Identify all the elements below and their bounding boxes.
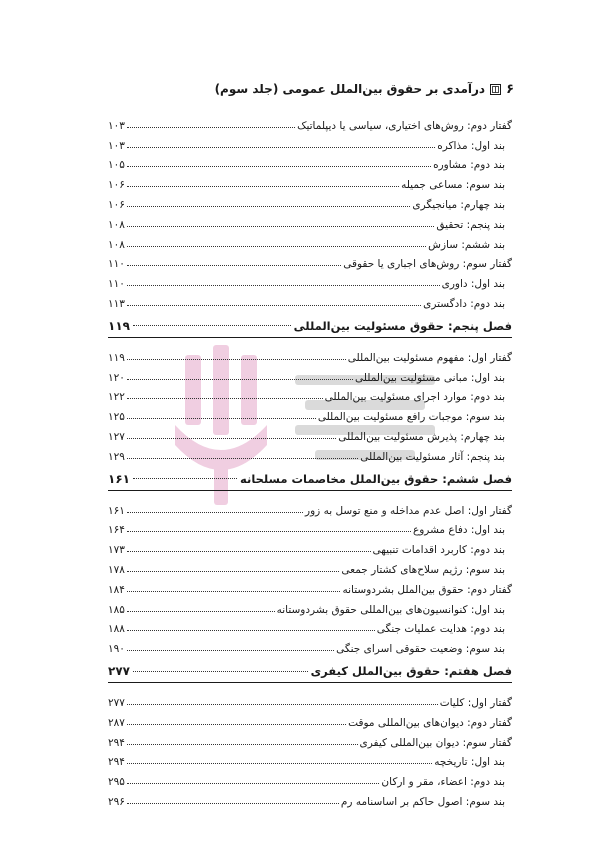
toc-section-row	[108, 689, 512, 709]
toc-entry-title: بند سوم: مساعی جمیله	[401, 179, 505, 192]
toc-entry-page: ۲۹۴	[108, 756, 125, 769]
dot-leader	[127, 803, 339, 804]
toc-entry-title: گفتار دوم: روش‌های اختیاری، سیاسی یا دیپلماتیک	[297, 119, 512, 132]
toc-subsection-row	[108, 364, 512, 384]
toc-entry-title: بند سوم: رژیم سلاح‌های کشتار جمعی	[341, 563, 505, 576]
dot-leader	[133, 325, 291, 326]
toc-entry-title: بند پنجم: آثار مسئولیت بین‌المللی	[360, 450, 505, 463]
dot-leader	[127, 246, 426, 247]
toc-entry-title: بند دوم: موارد اجرای مسئولیت بین‌المللی	[324, 391, 505, 404]
toc-section-row	[108, 576, 512, 596]
toc-entry-page: ۲۸۷	[108, 716, 125, 729]
toc-entry-title: بند چهارم: پذیرش مسئولیت بین‌المللی	[338, 430, 505, 443]
book-title: درآمدی بر حقوق بین‌الملل عمومی (جلد سوم)	[214, 82, 486, 96]
toc-entry-page: ۲۹۴	[108, 736, 125, 749]
page-header	[86, 78, 514, 100]
toc-entry-title: بند اول: کنوانسیون‌های بین‌المللی حقوق بشردوستانه	[276, 603, 505, 616]
toc-entry-title: بند سوم: اصول حاکم بر اساسنامه رم	[340, 795, 505, 808]
toc-entry-page: ۱۲۹	[108, 450, 125, 463]
chapter-page: ۱۱۹	[108, 318, 130, 333]
chapter-title: فصل ششم: حقوق بین‌الملل مخاصمات مسلحانه	[240, 471, 512, 486]
dot-leader	[127, 127, 295, 128]
dot-leader	[127, 551, 371, 552]
dot-leader	[127, 418, 316, 419]
dot-leader	[127, 611, 275, 612]
toc-subsection-row	[108, 231, 512, 251]
toc-entry-page: ۱۲۰	[108, 371, 125, 384]
toc-subsection-row	[108, 443, 512, 463]
toc-entry-title: بند اول: دفاع مشروع	[412, 524, 505, 537]
toc-entry-page: ۱۱۳	[108, 297, 125, 310]
toc-entry-title: گفتار اول: اصل عدم مداخله و منع توسل به زور	[305, 504, 512, 517]
toc-entry-page: ۱۱۹	[108, 351, 125, 364]
toc-entry-title: بند دوم: دادگستری	[423, 297, 505, 310]
chapter-title: فصل هفتم: حقوق بین‌الملل کیفری	[310, 664, 512, 679]
toc-chapter-heading	[108, 660, 512, 683]
dot-leader	[127, 650, 334, 651]
toc-entry-title: بند اول: مبانی مسئولیت بین‌المللی	[354, 371, 505, 384]
toc-subsection-row	[108, 132, 512, 152]
dot-leader	[127, 285, 440, 286]
toc-subsection-row	[108, 768, 512, 788]
toc-entry-title: بند ششم: سازش	[428, 238, 505, 251]
dot-leader	[127, 438, 336, 439]
dot-leader	[127, 359, 346, 360]
page-number: ۶	[506, 81, 514, 97]
toc-entry-page: ۱۶۴	[108, 524, 125, 537]
toc-entry-page: ۲۹۶	[108, 795, 125, 808]
book-icon	[490, 84, 501, 95]
toc-entry-title: گفتار اول: کلیات	[439, 696, 512, 709]
toc-subsection-row	[108, 423, 512, 443]
toc-entry-title: بند پنجم: تحقیق	[436, 218, 505, 231]
toc-entry-page: ۱۰۶	[108, 198, 125, 211]
chapter-title: فصل پنجم: حقوق مسئولیت بین‌المللی	[293, 318, 512, 333]
toc-entry-title: گفتار سوم: روش‌های اجباری یا حقوقی	[343, 258, 512, 271]
toc-entry-page: ۲۷۷	[108, 696, 125, 709]
dot-leader	[127, 147, 435, 148]
toc-entry-page: ۱۱۰	[108, 278, 125, 291]
dot-leader	[127, 458, 358, 459]
toc-entry-page: ۱۰۸	[108, 218, 125, 231]
dot-leader	[133, 478, 237, 479]
toc-entry-page: ۱۰۳	[108, 119, 125, 132]
toc-subsection-row	[108, 384, 512, 404]
table-of-contents	[108, 112, 512, 808]
toc-subsection-row	[108, 749, 512, 769]
toc-entry-title: بند سوم: موجبات رافع مسئولیت بین‌المللی	[317, 411, 505, 424]
toc-entry-page: ۱۷۳	[108, 544, 125, 557]
dot-leader	[127, 305, 421, 306]
dot-leader	[127, 744, 358, 745]
toc-subsection-row	[108, 536, 512, 556]
toc-subsection-row	[108, 152, 512, 172]
dot-leader	[127, 531, 411, 532]
dot-leader	[127, 630, 375, 631]
dot-leader	[127, 166, 431, 167]
toc-section-row	[108, 112, 512, 132]
toc-subsection-row	[108, 270, 512, 290]
toc-entry-page: ۲۹۵	[108, 776, 125, 789]
toc-entry-page: ۱۶۱	[108, 504, 125, 517]
toc-subsection-row	[108, 290, 512, 310]
dot-leader	[127, 591, 341, 592]
toc-entry-page: ۱۲۷	[108, 430, 125, 443]
toc-entry-page: ۱۰۸	[108, 238, 125, 251]
toc-subsection-row	[108, 171, 512, 191]
toc-entry-title: بند اول: مذاکره	[437, 139, 505, 152]
toc-entry-title: بند چهارم: میانجیگری	[412, 198, 505, 211]
toc-section-row	[108, 709, 512, 729]
dot-leader	[127, 512, 303, 513]
toc-entry-page: ۱۸۸	[108, 623, 125, 636]
toc-entry-page: ۱۷۸	[108, 563, 125, 576]
dot-leader	[127, 783, 379, 784]
toc-entry-page: ۱۸۴	[108, 583, 125, 596]
dot-leader	[127, 379, 353, 380]
toc-entry-title: بند اول: داوری	[441, 278, 505, 291]
toc-subsection-row	[108, 191, 512, 211]
toc-entry-page: ۱۸۵	[108, 603, 125, 616]
dot-leader	[127, 724, 346, 725]
toc-chapter-heading	[108, 315, 512, 338]
toc-entry-title: بند دوم: هدایت عملیات جنگی	[376, 623, 505, 636]
toc-entry-title: بند دوم: مشاوره	[433, 159, 505, 172]
dot-leader	[127, 704, 438, 705]
toc-section-row	[108, 497, 512, 517]
toc-entry-title: بند دوم: کاربرد اقدامات تنبیهی	[372, 544, 505, 557]
chapter-page: ۲۷۷	[108, 664, 130, 679]
toc-entry-page: ۱۲۵	[108, 411, 125, 424]
toc-chapter-heading	[108, 468, 512, 491]
dot-leader	[133, 671, 308, 672]
dot-leader	[127, 265, 341, 266]
toc-subsection-row	[108, 556, 512, 576]
toc-section-row	[108, 251, 512, 271]
toc-entry-page: ۱۱۰	[108, 258, 125, 271]
toc-entry-page: ۱۰۳	[108, 139, 125, 152]
toc-entry-title: گفتار دوم: دیوان‌های بین‌المللی موقت	[348, 716, 512, 729]
toc-entry-page: ۱۹۰	[108, 643, 125, 656]
dot-leader	[127, 398, 323, 399]
toc-subsection-row	[108, 788, 512, 808]
dot-leader	[127, 763, 432, 764]
toc-entry-page: ۱۰۶	[108, 179, 125, 192]
toc-entry-title: بند اول: تاریخچه	[434, 756, 505, 769]
dot-leader	[127, 226, 434, 227]
dot-leader	[127, 571, 339, 572]
toc-entry-title: بند سوم: وضعیت حقوقی اسرای جنگی	[336, 643, 505, 656]
toc-subsection-row	[108, 596, 512, 616]
toc-subsection-row	[108, 635, 512, 655]
toc-entry-title: گفتار دوم: حقوق بین‌الملل بشردوستانه	[342, 583, 512, 596]
toc-entry-title: گفتار سوم: دیوان بین‌المللی کیفری	[359, 736, 512, 749]
toc-subsection-row	[108, 403, 512, 423]
dot-leader	[127, 186, 399, 187]
dot-leader	[127, 206, 410, 207]
toc-entry-title: گفتار اول: مفهوم مسئولیت بین‌المللی	[347, 351, 512, 364]
toc-entry-page: ۱۰۵	[108, 159, 125, 172]
toc-subsection-row	[108, 616, 512, 636]
toc-subsection-row	[108, 211, 512, 231]
toc-entry-page: ۱۲۲	[108, 391, 125, 404]
chapter-page: ۱۶۱	[108, 471, 130, 486]
toc-section-row	[108, 344, 512, 364]
toc-entry-title: بند دوم: اعضاء، مقر و ارکان	[381, 776, 505, 789]
toc-section-row	[108, 729, 512, 749]
toc-subsection-row	[108, 517, 512, 537]
